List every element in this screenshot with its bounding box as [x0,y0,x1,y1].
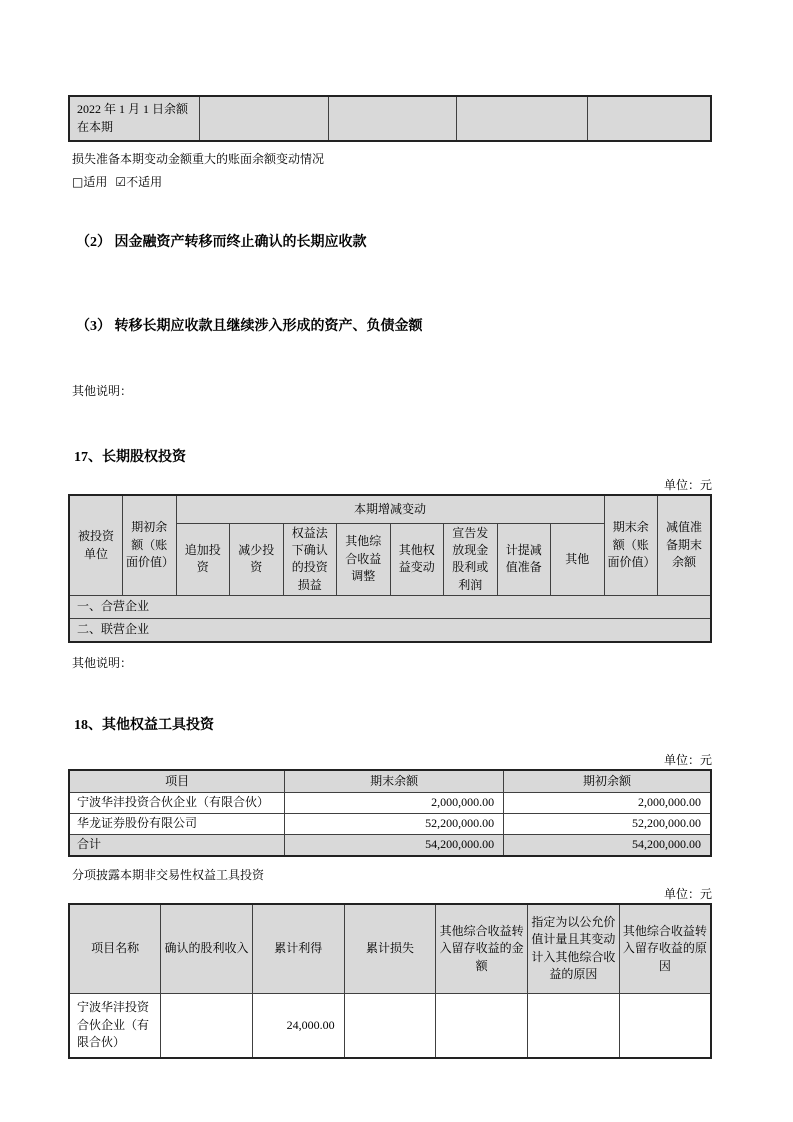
col-header-dividend-income: 确认的股利收入 [161,904,253,994]
table-row [69,793,711,814]
col-header-accumulated-loss: 累计损失 [344,904,436,994]
col-header-other: 其他 [551,523,605,596]
other-note-2: 其他说明： [72,655,133,670]
col-header-item: 项目 [69,770,285,793]
opening-balance-table [68,95,712,142]
section-17-heading: 17、长期股权投资 [74,450,186,465]
accumulated-loss-value [344,994,436,1058]
category-row-joint-ventures [69,596,711,619]
col-header-oci-adjustment: 其他综合收益调整 [337,523,391,596]
opening-balance-value: 2,000,000.00 [504,793,711,814]
col-header-equity-method-pnl: 权益法下确认的投资损益 [283,523,337,596]
checkbox-unchecked-icon: □ [72,175,84,189]
col-header-period-change-group: 本期增减变动 [176,495,604,523]
closing-balance-value: 2,000,000.00 [285,793,504,814]
empty-cell [328,96,456,141]
empty-cell [588,96,711,141]
applicable-option [72,175,107,189]
total-opening-value: 54,200,000.00 [504,835,711,856]
other-equity-instruments-table [68,769,712,857]
checkbox-checked-icon: ☑ [115,175,127,189]
not-applicable-option [115,175,162,189]
total-closing-value: 54,200,000.00 [285,835,504,856]
col-header-additional-investment: 追加投资 [176,523,230,596]
table-row [69,994,711,1058]
item-name: 宁波华沣投资合伙企业（有限合伙） [69,793,285,814]
col-header-closing-balance: 期末余额 [285,770,504,793]
category-label: 一、合营企业 [69,596,711,619]
unit-label: 单位：元 [663,886,712,901]
breakdown-note: 分项披露本期非交易性权益工具投资 [72,867,265,882]
subsection-2-heading: （2） 因金融资产转移而终止确认的长期应收款 [76,235,367,250]
not-applicable-label: 不适用 [126,175,163,189]
col-header-impairment-closing: 减值准备期末余额 [658,495,712,596]
col-header-declared-dividends: 宣告发放现金股利或利润 [444,523,498,596]
table-row [69,814,711,835]
loss-provision-note: 损失准备本期变动金额重大的账面余额变动情况 [72,152,325,166]
project-name: 宁波华沣投资合伙企业（有限合伙） [69,994,161,1058]
unit-label: 单位：元 [663,478,712,492]
subsection-3-heading: （3） 转移长期应收款且继续涉入形成的资产、负债金额 [76,319,423,334]
col-header-investee: 被投资单位 [69,495,123,596]
table-total-row [69,835,711,856]
applicability-checkline [68,174,712,190]
col-header-designation-reason: 指定为以公允价值计量且其变动计入其他综合收益的原因 [528,904,620,994]
other-note-1: 其他说明： [72,384,133,398]
unit-label: 单位：元 [663,752,712,767]
category-label: 二、联营企业 [69,619,711,642]
table-header-row [69,904,711,994]
page-content [68,0,712,1059]
empty-cell [457,96,588,141]
transfer-reason-value [619,994,711,1058]
item-name: 华龙证券股份有限公司 [69,814,285,835]
dividend-income-value [161,994,253,1058]
table-row [69,96,711,141]
col-header-project-name: 项目名称 [69,904,161,994]
total-label: 合计 [69,835,285,856]
col-header-closing-balance: 期末余额（账面价值） [604,495,658,596]
col-header-oci-transfer-amount: 其他综合收益转入留存收益的金额 [436,904,528,994]
closing-balance-value: 52,200,000.00 [285,814,504,835]
accumulated-gain-value: 24,000.00 [252,994,344,1058]
col-header-transfer-reason: 其他综合收益转入留存收益的原因 [619,904,711,994]
opening-balance-value: 52,200,000.00 [504,814,711,835]
col-header-other-equity-change: 其他权益变动 [390,523,444,596]
category-row-associates [69,619,711,642]
designation-reason-value [528,994,620,1058]
table-header-row [69,495,711,523]
section-18-heading: 18、其他权益工具投资 [74,717,214,733]
table-header-row [69,770,711,793]
nontrading-equity-breakdown-table [68,903,712,1059]
col-header-opening-balance: 期初余额（账面价值） [123,495,177,596]
opening-balance-row-label: 2022 年 1 月 1 日余额在本期 [69,96,200,141]
oci-transfer-amount-value [436,994,528,1058]
empty-cell [200,96,328,141]
col-header-reduced-investment: 减少投资 [230,523,284,596]
col-header-impairment-provision: 计提减值准备 [497,523,551,596]
applicable-label: 适用 [83,175,108,189]
col-header-accumulated-gain: 累计利得 [252,904,344,994]
col-header-opening-balance: 期初余额 [504,770,711,793]
long-term-equity-investment-table [68,494,712,643]
